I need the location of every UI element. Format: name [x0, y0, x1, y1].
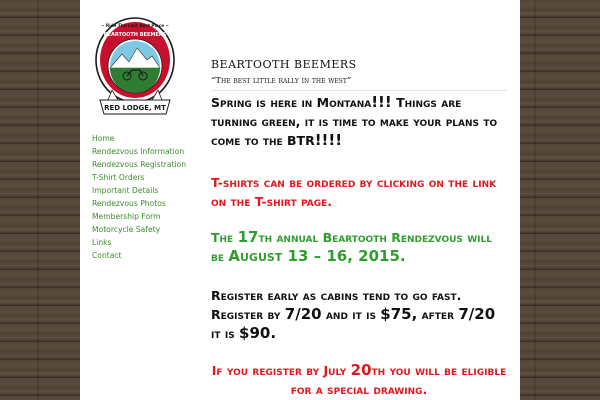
p4-date-a: 7/20: [284, 305, 322, 323]
site-header: [211, 58, 507, 91]
nav-item-contact[interactable]: Contact: [92, 251, 122, 260]
tshirt-announcement: T-shirts can be ordered by clicking on the link on the T-shirt page.: [211, 175, 497, 209]
sidebar-nav: [92, 132, 202, 262]
p4-date-b: 7/20: [458, 305, 496, 323]
logo-town-text: RED LODGE, MT: [104, 104, 166, 112]
nav-item-rendezvous-photos[interactable]: Rendezvous Photos: [92, 199, 166, 208]
p5-text-c: th you will be eligible for a special drawing.: [290, 363, 507, 397]
rendezvous-dates: [211, 228, 507, 266]
p1-text-c: Things are turning green, it is time to make your plans to come to the BTR: [211, 95, 498, 148]
p3-text-a: The: [211, 230, 238, 245]
p5-text-a: If you register by July: [211, 363, 351, 378]
p3-dates: August 13 – 16, 2015.: [228, 247, 406, 265]
logo-top-text: ~ Ride The Last Best Place ~: [100, 23, 170, 28]
registration-pricing: [211, 286, 507, 343]
nav-item-rendezvous-registration[interactable]: Rendezvous Registration: [92, 160, 187, 169]
nav-item-rendezvous-information[interactable]: Rendezvous Information: [92, 147, 185, 156]
nav-item-links[interactable]: Links: [92, 238, 112, 247]
site-title[interactable]: BEARTOOTH BEEMERS: [211, 58, 357, 71]
beartooth-beemers-logo[interactable]: [94, 16, 176, 120]
p5-day: 20: [350, 361, 372, 379]
tagline-open-quote: “: [211, 76, 216, 86]
site-tagline: [211, 75, 507, 87]
p3-text-c: th annual Beartooth Rendezvous will be: [211, 230, 492, 264]
nav-item-motorcycle-safety[interactable]: Motorcycle Safety: [92, 225, 161, 234]
nav-item-home[interactable]: Home: [92, 134, 115, 143]
p1-text-a: Spring is here in Montana: [211, 95, 372, 110]
drawing-announcement: [211, 361, 507, 399]
page-container: [80, 0, 520, 400]
p3-number: 17: [237, 228, 259, 246]
p4-price-early: $75,: [380, 305, 418, 323]
nav-item-membership-form[interactable]: Membership Form: [92, 212, 161, 221]
p4-text-e: after: [417, 307, 459, 322]
p4-text-c: and it is: [321, 307, 381, 322]
tagline-close-quote: ”: [346, 76, 352, 86]
spring-announcement: [211, 93, 507, 150]
p4-price-late: $90.: [239, 324, 277, 342]
tagline-text: The best little rally in the west: [215, 76, 347, 86]
nav-item-t-shirt-orders[interactable]: T-Shirt Orders: [92, 173, 145, 182]
p1-exclaim-a: !!!: [371, 93, 392, 111]
nav-item-important-details[interactable]: Important Details: [92, 186, 159, 195]
p4-text-a: Register early as cabins tend to go fast. Register by: [211, 288, 462, 322]
p4-text-g: it is: [211, 326, 240, 341]
logo-club-name: BEARTOOTH BEEMERS: [103, 32, 167, 38]
p1-exclaim-b: !!!!: [314, 131, 343, 149]
